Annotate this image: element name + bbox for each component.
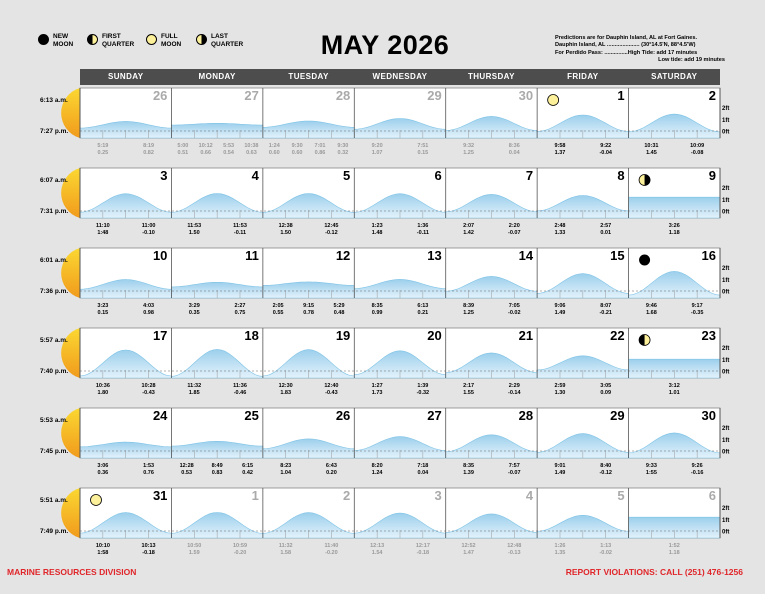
tide-height: -0.18 [416,550,430,556]
tide-time: 10:09 [690,143,705,149]
tide-time: 9:15 [303,303,315,309]
tide-height: 1.55 [463,390,474,396]
new-moon-icon [639,255,650,266]
tide-height: 1.47 [463,550,474,556]
tide-height: 1.85 [188,390,200,396]
tide-height: -0.10 [142,230,155,236]
tide-height: 0.20 [326,470,337,476]
sunrise-time: 5:53 a.m. [40,417,68,424]
day-number: 25 [244,408,259,423]
tide-time: 2:20 [508,223,520,229]
tide-time: 2:57 [600,223,612,229]
tide-height: 0.42 [242,470,253,476]
tide-height: -0.08 [690,150,704,156]
axis-label: 0ft [722,289,730,296]
tide-height: -0.11 [416,230,429,236]
tide-time: 1:53 [143,463,155,469]
tide-height: 1.58 [280,550,292,556]
tide-time: 8:49 [211,463,223,469]
tide-height: 1.49 [554,470,566,476]
axis-label: 2ft [722,106,730,113]
weekday-thursday: THURSDAY [467,72,515,81]
tide-height: 0.21 [417,310,429,316]
tide-time: 1:27 [371,383,383,389]
tide-time: 12:45 [324,223,339,229]
tide-height: 1.33 [554,230,566,236]
legend-label: FULL MOON [161,33,182,48]
tide-time: 10:13 [141,543,156,549]
notes-line-2: Dauphin Island, AL ..................... (30°14.5'N, 88°4.5'W) [555,42,696,49]
axis-label: 2ft [722,346,730,353]
tide-time: 12:40 [324,383,339,389]
notes-line-4: Low tide: add 19 minutes [658,57,725,64]
tide-height: 1.18 [668,550,680,556]
day-number: 26 [335,408,351,423]
tide-height: 1.68 [646,310,657,316]
tide-height: 0.54 [223,150,234,156]
day-number: 3 [160,168,168,183]
tide-height: -0.20 [325,550,338,556]
day-number: 27 [244,88,259,103]
tide-time: 12:52 [461,543,476,549]
tide-height: 1.49 [554,310,566,316]
tide-time: 1:39 [417,383,429,389]
tide-time: 2:48 [554,223,566,229]
tide-time: 2:07 [463,223,475,229]
tide-time: 11:53 [187,223,202,229]
notes-line-3: For Perdido Pass: ...............High Tide: add 17 minutes [555,49,698,56]
day-number: 30 [701,408,716,423]
tide-height: 0.04 [508,150,520,156]
day-number: 13 [427,248,442,263]
tide-height: 0.75 [234,310,246,316]
day-number: 28 [335,88,351,103]
day-number: 1 [251,488,259,503]
tide-height: -0.12 [325,230,338,236]
page-title: MAY 2026 [320,30,450,60]
first-quarter-icon [639,335,650,346]
tide-height: -0.07 [508,470,521,476]
tide-time: 10:36 [95,383,110,389]
weekday-tuesday: TUESDAY [288,72,329,81]
day-number: 30 [518,88,534,103]
tide-time: 11:40 [324,543,339,549]
tide-height: 1.35 [554,550,566,556]
tide-time: 10:28 [141,383,156,389]
tide-time: 9:33 [645,463,657,469]
tide-height: 1.42 [463,230,474,236]
day-number: 7 [525,168,534,183]
tide-time: 3:05 [600,383,612,389]
tide-height: 0.98 [143,310,154,316]
tide-time: 7:01 [314,143,326,149]
tide-time: 9:17 [691,303,703,309]
tide-height: 1.18 [668,230,680,236]
tide-time: 6:43 [325,463,337,469]
tide-time: 5:19 [97,143,109,149]
tide-time: 9:22 [600,143,612,149]
tide-time: 9:06 [554,303,566,309]
tide-height: 1.01 [668,390,680,396]
tide-height: 1.07 [371,150,383,156]
tide-height: 0.78 [303,310,314,316]
tide-time: 1:26 [554,543,566,549]
tide-height: 0.66 [200,150,212,156]
tide-time: 1:36 [417,223,429,229]
tide-time: 9:30 [291,143,303,149]
axis-label: 2ft [722,506,730,513]
tide-time: 9:46 [645,303,657,309]
tide-height: -0.32 [416,390,430,396]
tide-time: 4:03 [143,303,155,309]
tide-height: 1.25 [463,310,474,316]
tide-height: -0.18 [142,550,155,556]
tide-height: 0.01 [600,230,612,236]
weekday-monday: MONDAY [198,72,236,81]
sunset-time: 7:49 p.m. [40,528,69,535]
tide-height: 1.54 [371,550,383,556]
tide-time: 6:15 [242,463,254,469]
tide-height: -0.07 [508,230,521,236]
tide-height: 1.45 [646,150,657,156]
axis-label: 1ft [722,517,730,524]
tide-time: 8:35 [371,303,383,309]
tide-time: 3:29 [188,303,200,309]
axis-label: 0ft [722,209,730,216]
tide-time: 7:51 [417,143,429,149]
tide-time: 2:17 [463,383,475,389]
tide-height: 1:48 [97,230,109,236]
tide-height: 0.82 [143,150,154,156]
tide-time: 10:12 [198,143,213,149]
tide-height: 1.50 [188,230,200,236]
tide-height: 0.99 [371,310,383,316]
tide-height: -0.35 [690,310,704,316]
day-number: 14 [518,248,534,263]
day-number: 21 [518,328,534,343]
tide-time: 2:29 [508,383,520,389]
tide-height: 1.24 [371,470,383,476]
day-number: 11 [245,248,259,263]
tide-time: 9:30 [337,143,349,149]
sunrise-time: 5:57 a.m. [40,337,68,344]
tide-height: 1.04 [280,470,292,476]
tide-time: 8:20 [371,463,383,469]
tide-height: 1.83 [280,390,292,396]
tide-time: 8:35 [463,463,475,469]
day-number: 26 [152,88,168,103]
tide-time: 3:23 [97,303,109,309]
tide-time: 7:57 [508,463,520,469]
tide-time: 3:06 [97,463,109,469]
tide-height: -0.46 [233,390,247,396]
tide-time: 8:07 [600,303,612,309]
axis-label: 1ft [722,357,730,364]
sunset-time: 7:36 p.m. [40,288,69,295]
tide-time: 11:36 [233,383,247,389]
weekday-saturday: SATURDAY [651,72,698,81]
full-moon-icon [548,95,559,106]
tide-height: 0.60 [291,150,303,156]
tide-height: 0.32 [337,150,349,156]
tide-time: 12:28 [179,463,194,469]
tide-height: 0.25 [97,150,109,156]
axis-label: 1ft [722,197,730,204]
tide-height: -0.14 [508,390,521,396]
tide-time: 10:31 [644,143,659,149]
tide-time: 3:12 [668,383,680,389]
day-number: 6 [434,168,442,183]
day-number: 12 [335,248,351,263]
tide-time: 10:10 [95,543,110,549]
tide-time: 12:17 [415,543,430,549]
legend-label: FIRST QUARTER [102,33,135,48]
tide-height: 0.60 [268,150,280,156]
tide-height: -0.11 [233,230,247,236]
tide-height: 0.55 [272,310,284,316]
axis-label: 0ft [722,529,730,536]
tide-height: 1.39 [463,470,474,476]
sunrise-time: 6:13 a.m. [40,97,68,104]
axis-label: 0ft [722,129,730,136]
tide-height: -0.04 [599,150,612,156]
full-moon-icon [91,495,102,506]
tide-time: 9:26 [691,463,703,469]
tide-height: 0.35 [188,310,200,316]
tide-height: -0.43 [325,390,338,396]
tide-time: 8:36 [508,143,520,149]
sunset-time: 7:27 p.m. [40,128,69,135]
tide-height: -0.43 [142,390,155,396]
day-number: 16 [701,248,716,263]
tide-height: 0.09 [600,390,612,396]
tide-time: 11:32 [187,383,202,389]
axis-label: 2ft [722,266,730,273]
footer-violations: REPORT VIOLATIONS: CALL (251) 476-1256 [565,567,743,577]
tide-height: 1.25 [463,150,474,156]
tide-time: 11:10 [95,223,110,229]
day-number: 23 [701,328,716,343]
tide-height: -0.20 [233,550,247,556]
axis-label: 0ft [722,449,730,456]
tide-time: 12:30 [278,383,293,389]
tide-height: -0.02 [599,550,612,556]
day-number: 29 [427,88,442,103]
day-number: 27 [427,408,442,423]
tide-time: 12:13 [370,543,385,549]
tide-time: 11:32 [278,543,293,549]
day-number: 15 [610,248,625,263]
sunset-time: 7:45 p.m. [40,448,69,455]
tide-height: 0.51 [177,150,189,156]
axis-label: 1ft [722,437,730,444]
day-number: 4 [251,168,259,183]
tide-height: 0.15 [97,310,109,316]
sunrise-time: 5:51 a.m. [40,497,68,504]
tide-time: 2:05 [272,303,284,309]
day-number: 5 [343,168,351,183]
day-number: 3 [434,488,442,503]
tide-time: 1:52 [668,543,680,549]
tide-height: 1.48 [371,230,383,236]
tide-height: -0.02 [508,310,521,316]
tide-time: 1:23 [371,223,383,229]
tide-height: 0.36 [97,470,109,476]
tide-height: -0.13 [508,550,521,556]
legend-label: LAST QUARTER [211,33,244,48]
axis-label: 1ft [722,117,730,124]
day-number: 17 [152,328,168,343]
weekday-wednesday: WEDNESDAY [372,72,428,81]
tide-time: 10:50 [187,543,202,549]
tide-height: 1.50 [280,230,292,236]
day-number: 2 [343,488,351,503]
day-number: 2 [708,88,716,103]
notes-line-1: Predictions are for Dauphin Island, AL at Fort Gaines. [555,35,698,41]
last-quarter-icon [639,175,650,186]
day-number: 9 [708,168,716,183]
legend-label: NEW MOON [53,33,74,48]
tide-time: 7:05 [508,303,520,309]
weekday-friday: FRIDAY [567,72,599,81]
tide-time: 10:38 [244,143,259,149]
tide-time: 10:59 [232,543,248,549]
tide-time: 11:53 [233,223,247,229]
tide-time: 5:00 [177,143,189,149]
tide-height: 1:58 [97,550,109,556]
tide-height: 0.63 [246,150,257,156]
tide-time: 2:59 [554,383,566,389]
tide-height: -0.12 [599,470,612,476]
day-number: 20 [427,328,442,343]
tide-height: 0.15 [417,150,429,156]
day-number: 10 [152,248,168,263]
tide-time: 8:23 [280,463,292,469]
tide-height: 0.04 [417,470,429,476]
tide-height: 1.73 [371,390,383,396]
tide-time: 5:29 [333,303,345,309]
day-number: 19 [335,328,351,343]
tide-height: 1.59 [188,550,200,556]
day-number: 24 [152,408,168,423]
day-number: 5 [617,488,625,503]
tide-time: 5:53 [223,143,235,149]
tide-time: 8:19 [143,143,155,149]
tide-height: 0.53 [181,470,193,476]
tide-time: 9:32 [463,143,475,149]
axis-label: 0ft [722,369,730,376]
tide-time: 8:40 [600,463,612,469]
day-number: 6 [708,488,716,503]
tide-time: 8:39 [463,303,475,309]
tide-height: 1.80 [97,390,109,396]
tide-time: 12:48 [507,543,522,549]
tide-time: 7:18 [417,463,429,469]
tide-height: 0.83 [211,470,223,476]
tide-height: 0.76 [143,470,154,476]
tide-time: 3:26 [668,223,680,229]
day-number: 8 [617,168,625,183]
tide-time: 1:13 [600,543,612,549]
tide-height: 0.48 [333,310,345,316]
sunset-time: 7:40 p.m. [40,368,69,375]
tide-height: 0.86 [314,150,326,156]
tide-height: 1.30 [554,390,566,396]
axis-label: 2ft [722,426,730,433]
day-number: 18 [244,328,259,343]
day-number: 28 [518,408,534,423]
tide-height: 1:55 [645,470,657,476]
day-number: 1 [617,88,625,103]
tide-time: 11:00 [141,223,156,229]
day-number: 31 [152,488,168,503]
axis-label: 2ft [722,186,730,193]
axis-label: 1ft [722,277,730,284]
tide-time: 9:58 [554,143,566,149]
tide-time: 12:38 [278,223,293,229]
sunrise-time: 6:01 a.m. [40,257,68,264]
tide-time: 6:13 [417,303,429,309]
tide-time: 9:20 [371,143,383,149]
tide-height: -0.21 [599,310,612,316]
tide-height: 1.37 [554,150,566,156]
weekday-sunday: SUNDAY [107,72,144,81]
day-number: 22 [610,328,625,343]
sunset-time: 7:31 p.m. [40,208,69,215]
tide-height: -0.16 [690,470,704,476]
tide-time: 1:24 [268,143,280,149]
tide-time: 9:01 [554,463,566,469]
day-number: 4 [525,488,534,503]
day-number: 29 [610,408,625,423]
tide-time: 2:27 [234,303,246,309]
sunrise-time: 6:07 a.m. [40,177,68,184]
footer-division: MARINE RESOURCES DIVISION [7,567,137,577]
